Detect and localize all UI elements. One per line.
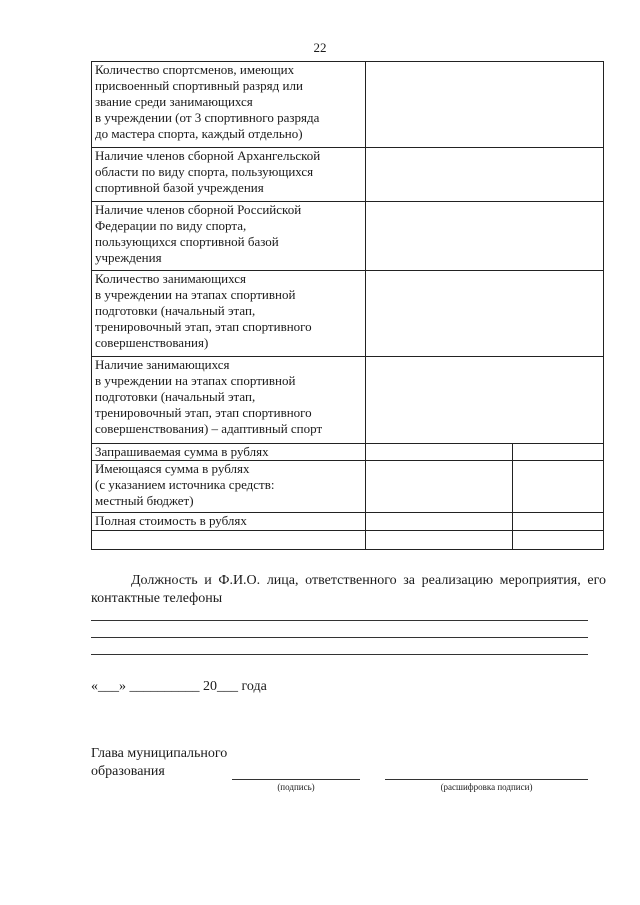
- table-row: [92, 513, 604, 531]
- signature-decoding-caption: (расшифровка подписи): [440, 782, 533, 792]
- table-row: [92, 148, 604, 202]
- row-value-cell[interactable]: [366, 62, 604, 148]
- table-row: [92, 271, 604, 357]
- signature-line[interactable]: [232, 779, 360, 780]
- table-row: [92, 357, 604, 444]
- row-source-cell[interactable]: [513, 461, 604, 513]
- responsible-info-line-2[interactable]: [91, 637, 588, 638]
- page-number: 22: [313, 40, 327, 55]
- responsible-info-line-3[interactable]: [91, 654, 588, 655]
- table-row: [92, 531, 604, 550]
- row-label: Имеющаяся сумма в рублях (с указанием источника средств: местный бюджет): [92, 461, 366, 513]
- signature-caption: (подпись): [277, 782, 315, 792]
- row-value-cell[interactable]: [366, 461, 513, 513]
- row-label: Количество занимающихся в учреждении на этапах спортивной подготовки (начальный этап, тренировочный этап, этап спортивного совершенствования): [92, 271, 366, 357]
- signature-decoding-line[interactable]: [385, 779, 588, 780]
- row-source-cell[interactable]: [513, 513, 604, 531]
- table-row: [92, 62, 604, 148]
- row-label: Запрашиваемая сумма в рублях: [92, 444, 366, 461]
- row-source-cell[interactable]: [513, 444, 604, 461]
- row-value-cell[interactable]: [366, 148, 604, 202]
- row-label: Наличие членов сборной Архангельской области по виду спорта, пользующихся спортивной базой учреждения: [92, 148, 366, 202]
- row-label: Количество спортсменов, имеющих присвоенный спортивный разряд или звание среди занимающихся в учреждении (от 3 спортивного разряда до мастера спорта, каждый отдельно): [92, 62, 366, 148]
- row-label: [92, 531, 366, 550]
- table-row: [92, 461, 604, 513]
- row-value-cell[interactable]: [366, 513, 513, 531]
- row-label: Полная стоимость в рублях: [92, 513, 366, 531]
- application-form-table: [91, 61, 604, 550]
- row-value-cell[interactable]: [366, 357, 604, 444]
- table-row: [92, 444, 604, 461]
- date-line: «___» __________ 20___ года: [91, 679, 267, 694]
- responsible-person-paragraph: Должность и Ф.И.О. лица, ответственного за реализацию мероприятия, его контактные телефоны: [91, 573, 606, 606]
- table-row: [92, 202, 604, 271]
- row-label: Наличие членов сборной Российской Федерации по виду спорта, пользующихся спортивной базой учреждения: [92, 202, 366, 271]
- head-of-municipality-title: Глава муниципального образования: [91, 746, 228, 779]
- row-value-cell[interactable]: [366, 444, 513, 461]
- row-value-cell[interactable]: [366, 531, 513, 550]
- row-value-cell[interactable]: [366, 202, 604, 271]
- row-label: Наличие занимающихся в учреждении на этапах спортивной подготовки (начальный этап, тренировочный этап, этап спортивного совершенствования) – адаптивный спорт: [92, 357, 366, 444]
- row-source-cell[interactable]: [513, 531, 604, 550]
- responsible-info-line-1[interactable]: [91, 620, 588, 621]
- row-value-cell[interactable]: [366, 271, 604, 357]
